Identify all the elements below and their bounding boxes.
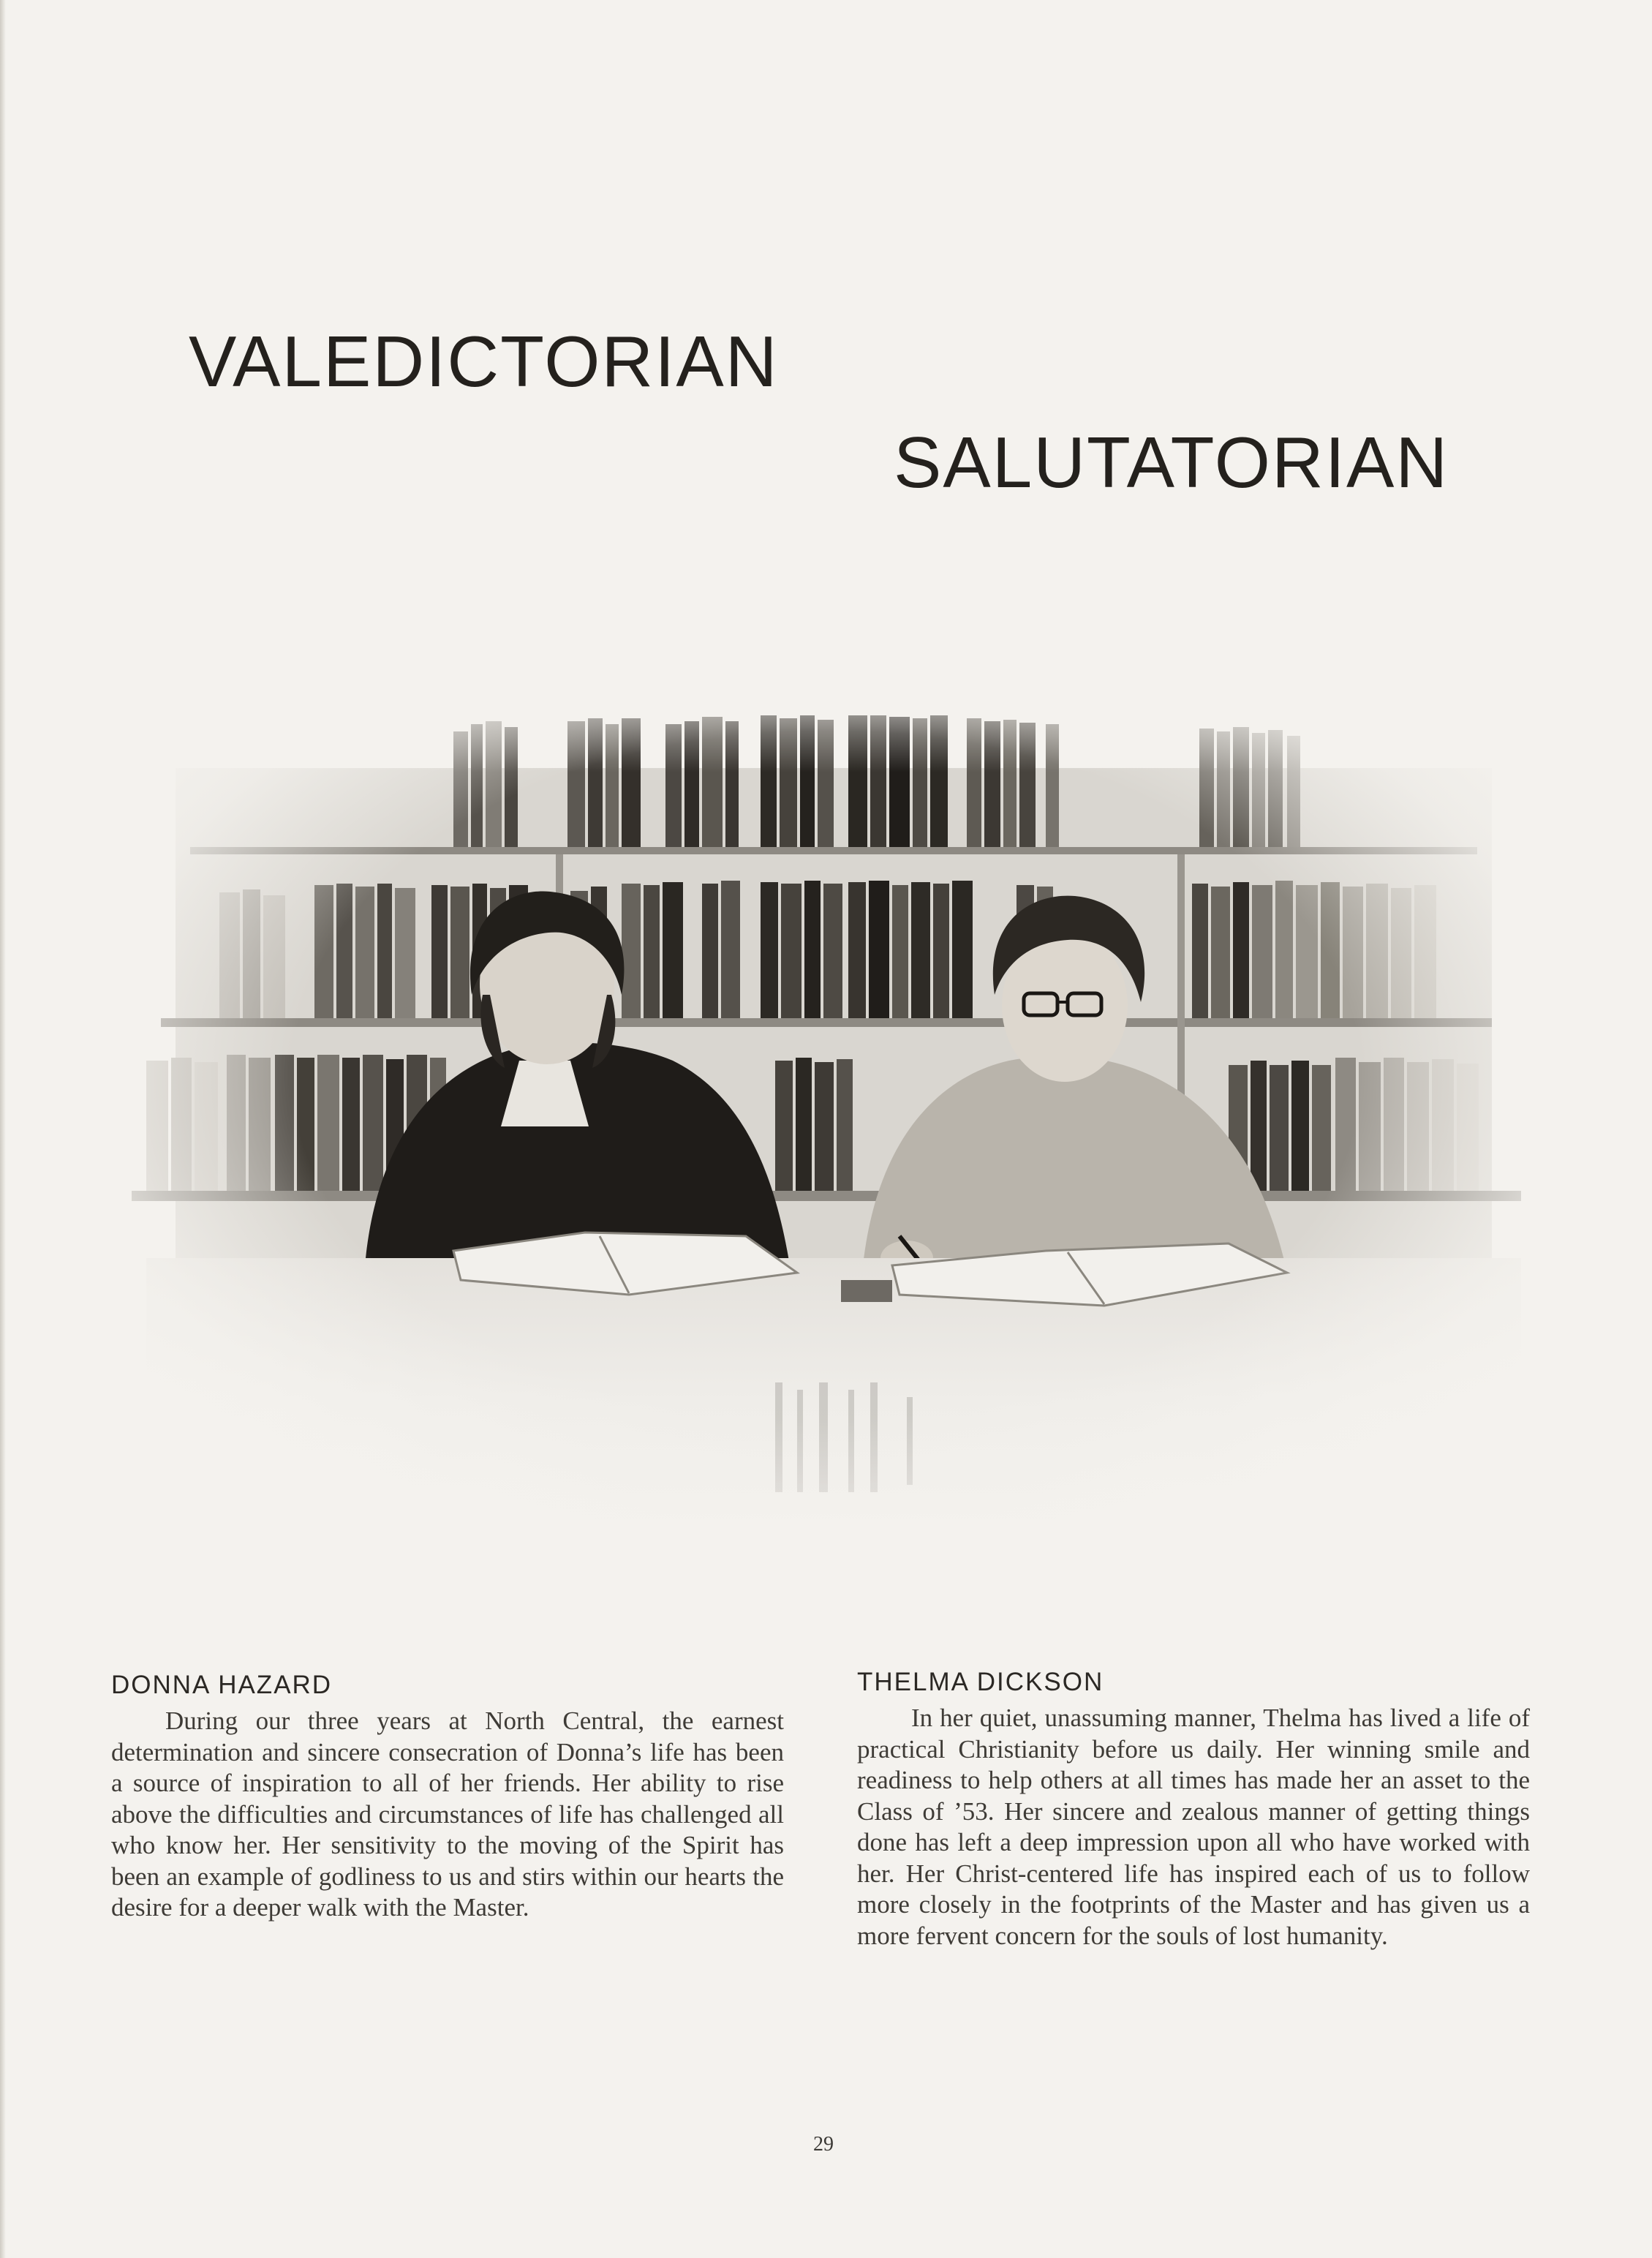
valedictorian-heading: VALEDICTORIAN — [189, 321, 779, 402]
profile-bio: During our three years at North Central, the earnest determination and sincere consecration of Donna’s life has been a source of inspiration to all of her friends. Her ability to rise above the difficulties and circumstances of life has challenged all who know her. Her sensitivity to the moving of the Spirit has been an example of godliness to us and stirs within our hearts the desire for a deeper walk with the Master. — [111, 1706, 784, 1922]
page-number: 29 — [813, 2133, 834, 2156]
profile-donna-hazard — [111, 1671, 784, 1924]
profile-thelma-dickson — [857, 1668, 1530, 1952]
salutatorian-heading: SALUTATORIAN — [894, 422, 1449, 503]
profile-name: THELMA DICKSON — [857, 1668, 1104, 1696]
profile-name: DONNA HAZARD — [111, 1671, 333, 1699]
library-photo — [44, 651, 1609, 1660]
profile-bio: In her quiet, unassuming manner, Thelma has lived a life of practical Christianity before us daily. Her winning smile and readiness to help others at all times has made her an asset to the Class of ’53. Her sincere and zealous manner of getting things done has left a deep impression upon all who have worked with her. Her Christ-centered life has inspired each of us to follow more closely in the footprints of the Master and has given us a more fervent concern for the souls of lost humanity. — [857, 1704, 1530, 1950]
page-edge — [0, 0, 6, 2258]
